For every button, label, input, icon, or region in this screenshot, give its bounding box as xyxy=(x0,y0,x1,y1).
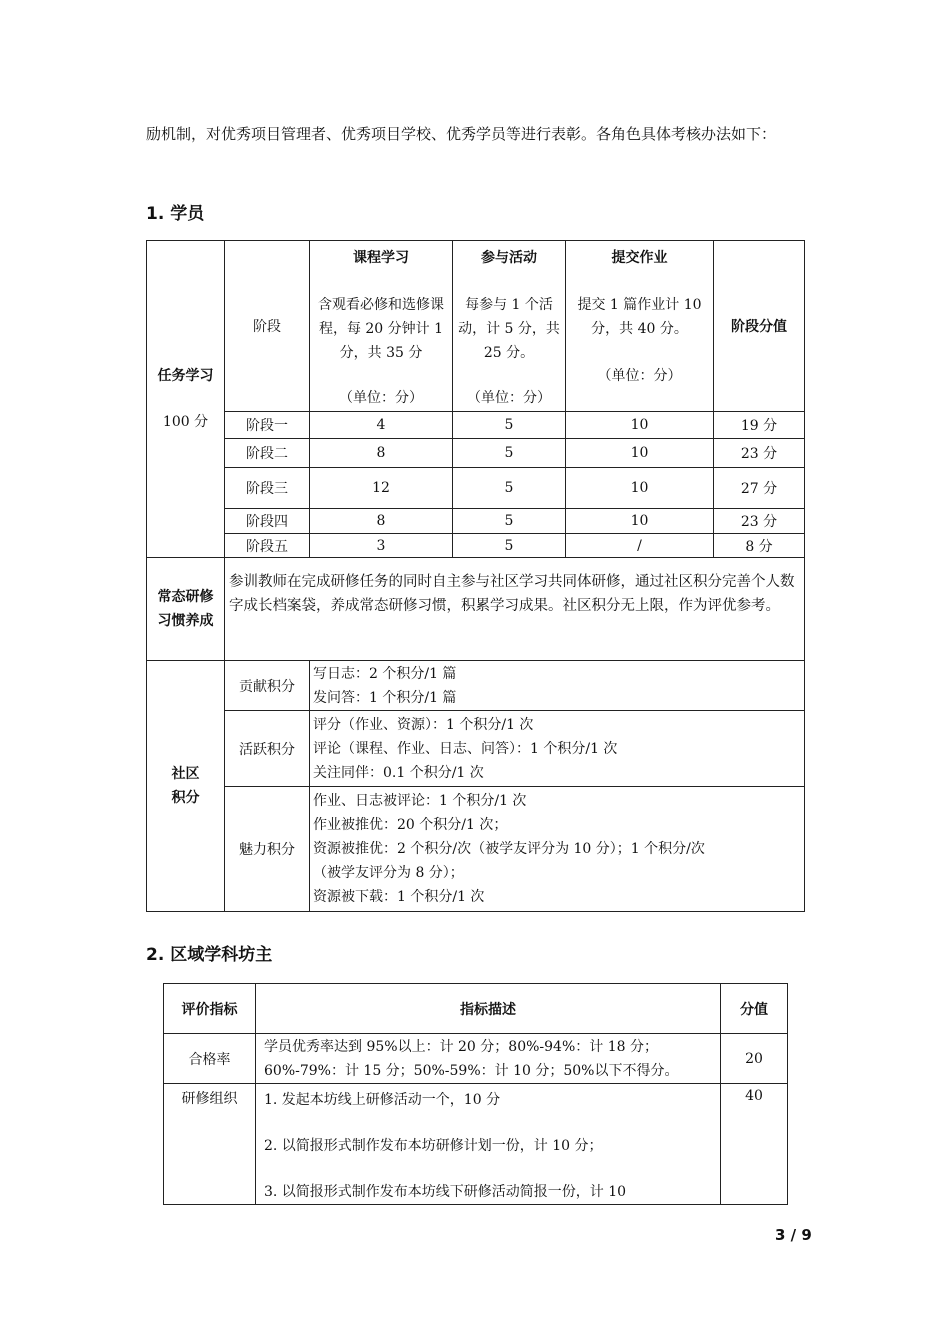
community-label-line1: 社区 xyxy=(171,766,200,782)
rule-line: （被学友评分为 8 分）； xyxy=(313,865,464,881)
homework-value: 10 xyxy=(566,412,714,439)
activity-title: 参与活动 xyxy=(481,250,537,266)
desc-line: 1. 发起本坊线上研修活动一个，10 分 xyxy=(264,1092,501,1108)
stage-total: 8 分 xyxy=(714,534,805,558)
course-value: 3 xyxy=(310,534,453,558)
stage-header: 阶段 xyxy=(225,241,310,412)
rule-line: 评分（作业、资源）：1 个积分/1 次 xyxy=(313,716,534,733)
habit-label-cell xyxy=(147,558,225,661)
task-score: 100 分 xyxy=(162,414,209,430)
organization-score: 40 xyxy=(721,1084,788,1205)
coordinator-assessment-table xyxy=(163,983,788,1205)
page-number: 3 / 9 xyxy=(775,1226,812,1244)
community-label-cell xyxy=(147,661,225,912)
homework-value: 10 xyxy=(566,509,714,534)
activity-value: 5 xyxy=(453,509,566,534)
course-title: 课程学习 xyxy=(353,250,409,266)
course-value: 12 xyxy=(310,468,453,509)
course-header-cell xyxy=(310,241,453,412)
section-heading-coordinator: 2. 区域学科坊主 xyxy=(146,945,273,965)
course-unit: （单位：分） xyxy=(339,390,423,406)
course-value: 8 xyxy=(310,509,453,534)
homework-value: 10 xyxy=(566,468,714,509)
stage-total: 23 分 xyxy=(714,439,805,468)
homework-title: 提交作业 xyxy=(611,250,668,266)
pass-rate-label: 合格率 xyxy=(164,1034,256,1084)
activity-value: 5 xyxy=(453,468,566,509)
rule-line: 关注同伴：0.1 个积分/1 次 xyxy=(313,764,484,781)
homework-desc: 提交 1 篇作业计 10 分，共 40 分。 xyxy=(577,297,702,337)
indicator-header: 评价指标 xyxy=(164,984,256,1034)
section-heading-students: 1. 学员 xyxy=(146,204,205,224)
stage-cell: 阶段五 xyxy=(225,534,310,558)
course-value: 8 xyxy=(310,439,453,468)
active-rules xyxy=(310,711,805,787)
activity-header-cell xyxy=(453,241,566,412)
desc-line: 学员优秀率达到 95%以上：计 20 分；80%-94%：计 18 分； xyxy=(264,1038,658,1055)
homework-value: 10 xyxy=(566,439,714,468)
intro-paragraph: 励机制，对优秀项目管理者、优秀项目学校、优秀学员等进行表彰。各角色具体考核办法如下： xyxy=(146,125,777,143)
description-header: 指标描述 xyxy=(256,984,721,1034)
community-label-line2: 积分 xyxy=(171,790,200,806)
organization-label: 研修组织 xyxy=(164,1084,256,1205)
rule-line: 作业、日志被评论：1 个积分/1 次 xyxy=(313,793,527,809)
homework-header-cell xyxy=(566,241,714,412)
activity-desc: 每参与 1 个活动，计 5 分，共 25 分。 xyxy=(458,297,560,361)
activity-value: 5 xyxy=(453,534,566,558)
pass-rate-desc xyxy=(256,1034,721,1084)
task-label: 任务学习 xyxy=(157,368,214,384)
rule-line: 发问答：1 个积分/1 篇 xyxy=(313,689,457,706)
charm-label: 魅力积分 xyxy=(225,787,310,912)
rule-line: 写日志：2 个积分/1 篇 xyxy=(313,665,457,682)
rule-line: 资源被推优：2 个积分/次（被学友评分为 10 分）；1 个积分/次 xyxy=(313,841,705,857)
homework-unit: （单位：分） xyxy=(597,368,682,384)
rule-line: 作业被推优：20 个积分/1 次； xyxy=(313,817,508,833)
stage-cell: 阶段四 xyxy=(225,509,310,534)
desc-line: 3. 以简报形式制作发布本坊线下研修活动简报一份，计 10 xyxy=(264,1184,627,1200)
task-study-cell xyxy=(147,241,225,558)
stage-cell: 阶段三 xyxy=(225,468,310,509)
stage-cell: 阶段一 xyxy=(225,412,310,439)
habit-text: 参训教师在完成研修任务的同时自主参与社区学习共同体研修，通过社区积分完善个人数字成长档案袋，养成常态研修习惯，积累学习成果。社区积分无上限，作为评优参考。 xyxy=(225,558,805,661)
rule-line: 资源被下载：1 个积分/1 次 xyxy=(313,889,485,905)
activity-value: 5 xyxy=(453,412,566,439)
contrib-rules xyxy=(310,661,805,711)
stage-total: 23 分 xyxy=(714,509,805,534)
stage-cell: 阶段二 xyxy=(225,439,310,468)
habit-label-line2: 习惯养成 xyxy=(157,613,214,629)
habit-label-line1: 常态研修 xyxy=(157,589,214,605)
active-label: 活跃积分 xyxy=(225,711,310,787)
pass-rate-score: 20 xyxy=(721,1034,788,1084)
course-desc: 含观看必修和选修课程，每 20 分钟计 1 分，共 35 分 xyxy=(318,297,444,361)
stage-total: 19 分 xyxy=(714,412,805,439)
student-assessment-table xyxy=(146,240,805,912)
contrib-label: 贡献积分 xyxy=(225,661,310,711)
course-value: 4 xyxy=(310,412,453,439)
desc-line: 60%-79%：计 15 分；50%-59%：计 10 分；50%以下不得分。 xyxy=(264,1062,679,1079)
activity-value: 5 xyxy=(453,439,566,468)
desc-line: 2. 以简报形式制作发布本坊研修计划一份，计 10 分； xyxy=(264,1138,603,1154)
organization-desc xyxy=(256,1084,721,1205)
score-header: 分值 xyxy=(721,984,788,1034)
activity-unit: （单位：分） xyxy=(467,390,551,406)
stage-score-header: 阶段分值 xyxy=(714,241,805,412)
homework-value: / xyxy=(566,534,714,558)
stage-total: 27 分 xyxy=(714,468,805,509)
rule-line: 评论（课程、作业、日志、问答）：1 个积分/1 次 xyxy=(313,740,618,757)
charm-rules xyxy=(310,787,805,912)
